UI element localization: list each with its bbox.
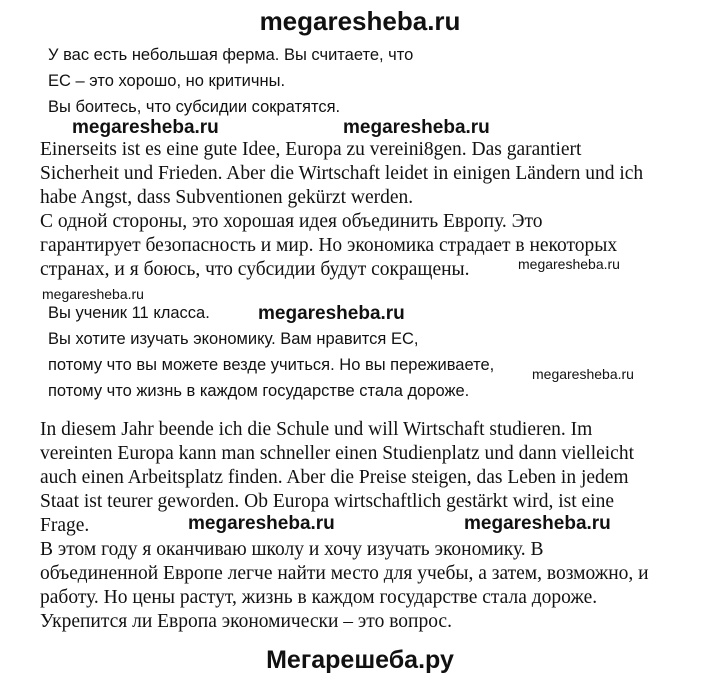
task-1-line: У вас есть небольшая ферма. Вы считаете, что: [48, 46, 414, 64]
german-line: habe Angst, dass Subventionen gekürzt werden.: [40, 187, 414, 208]
german-line: In diesem Jahr beende ich die Schule und will Wirtschaft studieren. Im: [40, 419, 593, 440]
task-2-line: Вы ученик 11 класса.: [48, 304, 210, 322]
site-footer-watermark: Мегарешеба.ру: [266, 646, 454, 674]
german-text-1: [40, 138, 643, 210]
russian-line: гарантирует безопасность и мир. Но экономика страдает в некоторых: [40, 235, 618, 256]
german-line: Staat ist teurer geworden. Ob Europa wirtschaftlich gestärkt wird, ist eine: [40, 491, 614, 512]
russian-line: объединенной Европе легче найти место для учебы, а затем, возможно, и: [40, 563, 649, 584]
german-line: vereinten Europa kann man schneller einen Studienplatz und dann vielleicht: [40, 443, 635, 464]
task-1-block: [48, 42, 413, 120]
russian-text-2: [40, 538, 649, 634]
russian-line: работу. Но цены растут, жизнь в каждом государстве стала дороже.: [40, 587, 598, 608]
watermark: megaresheba.ru: [464, 513, 611, 534]
german-line: Einerseits ist es eine gute Idee, Europa zu vereini8gen. Das garantiert: [40, 139, 582, 160]
german-line: Sicherheit und Frieden. Aber die Wirtschaft leidet in einigen Ländern und ich: [40, 163, 644, 184]
task-1-line: Вы боитесь, что субсидии сократятся.: [48, 98, 341, 116]
watermark: megaresheba.ru: [532, 366, 634, 382]
watermark: megaresheba.ru: [72, 117, 219, 138]
watermark: megaresheba.ru: [42, 286, 144, 302]
task-2-block: [48, 300, 494, 404]
task-1-line: ЕС – это хорошо, но критичны.: [48, 72, 286, 90]
watermark: megaresheba.ru: [343, 117, 490, 138]
watermark: megaresheba.ru: [258, 303, 405, 324]
german-line: auch einen Arbeitsplatz finden. Aber die Preise steigen, das Leben in jedem: [40, 467, 629, 488]
watermark: megaresheba.ru: [188, 513, 335, 534]
german-line: Frage.: [40, 515, 90, 536]
russian-line: В этом году я оканчиваю школу и хочу изучать экономику. В: [40, 539, 544, 560]
site-header-watermark: megaresheba.ru: [259, 6, 461, 36]
task-2-line: Вы хотите изучать экономику. Вам нравится ЕС,: [48, 330, 419, 348]
task-2-line: потому что вы можете везде учиться. Но вы переживаете,: [48, 356, 495, 374]
watermark: megaresheba.ru: [518, 256, 620, 272]
russian-line: странах, и я боюсь, что субсидии будут сокращены.: [40, 259, 470, 280]
russian-line: Укрепится ли Европа экономически – это вопрос.: [40, 611, 452, 632]
task-2-line: потому что жизнь в каждом государстве стала дороже.: [48, 382, 470, 400]
russian-line: С одной стороны, это хорошая идея объединить Европу. Это: [40, 211, 543, 232]
